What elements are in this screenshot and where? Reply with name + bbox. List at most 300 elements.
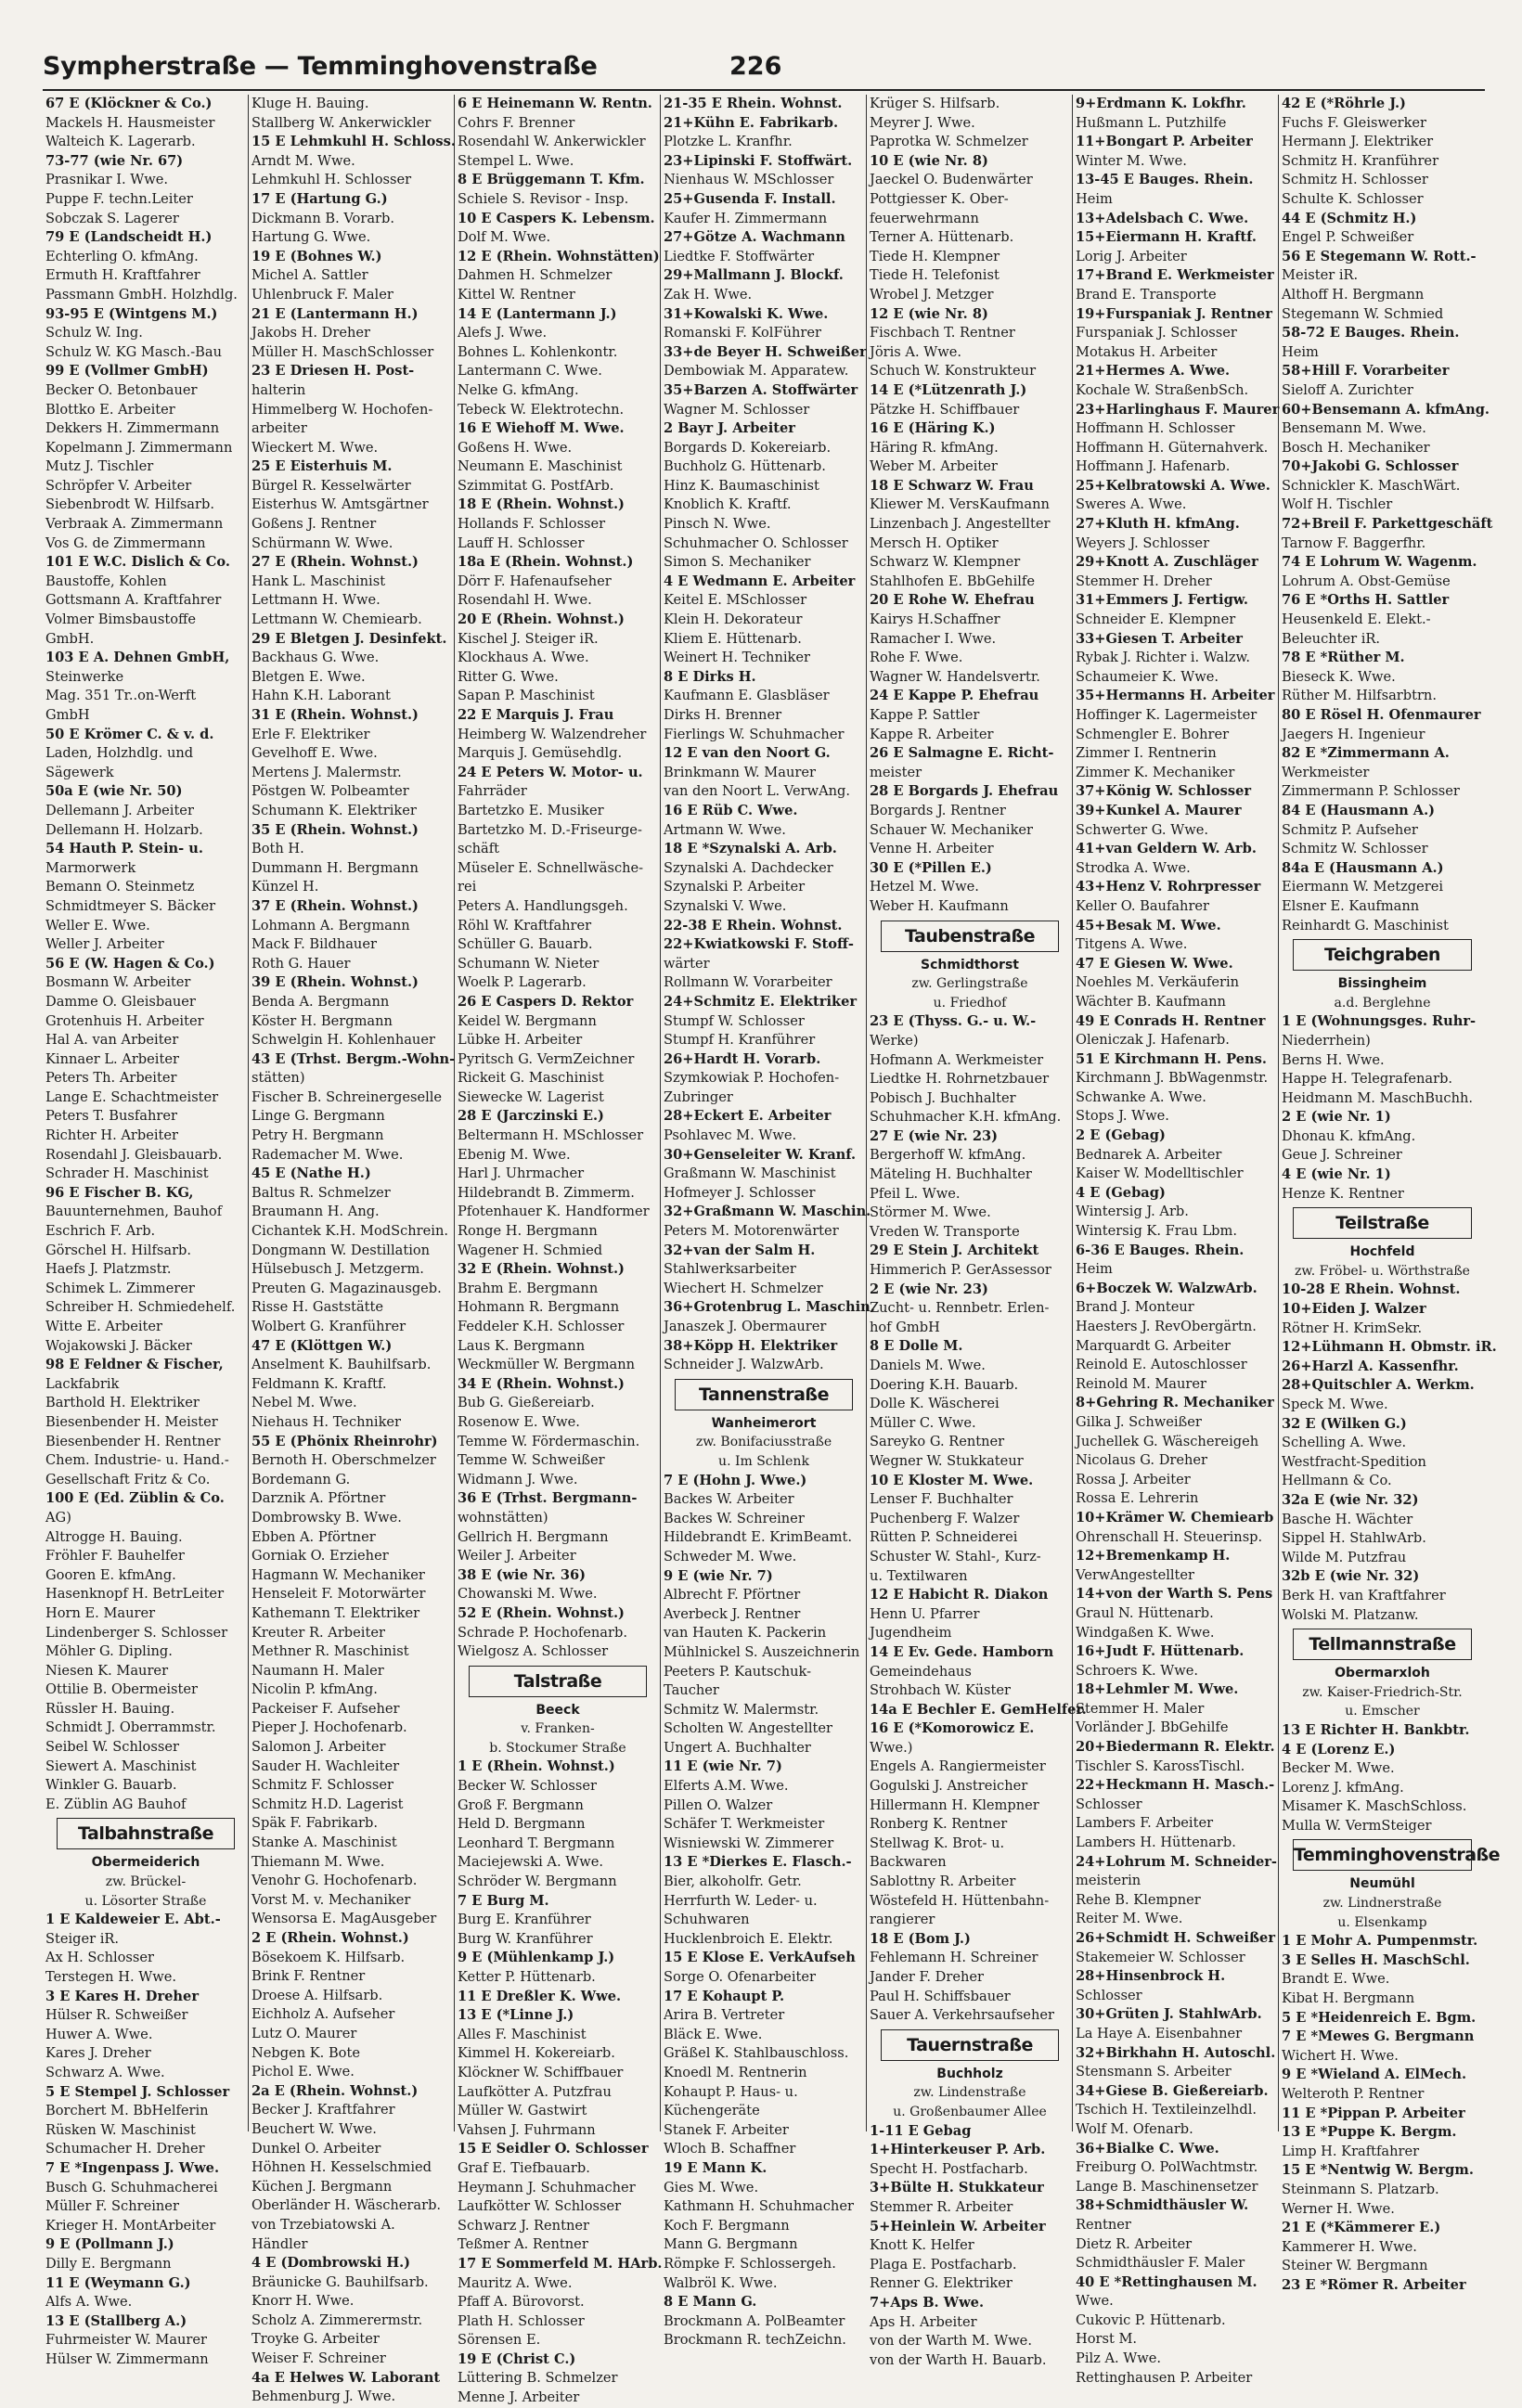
resident-entry: Stahlhofen E. BbGehilfe <box>870 573 1035 589</box>
street-range: u. Im Schlenk <box>718 1453 809 1469</box>
resident-entry: Rossa J. Arbeiter <box>1076 1471 1191 1487</box>
resident-entry: Werner H. Wwe. <box>1282 2200 1395 2217</box>
resident-entry: Wolf H. Tischler <box>1282 496 1393 513</box>
resident-entry: Volmer Bimsbaustoffe <box>45 612 197 628</box>
resident-entry: Rosenow E. Wwe. <box>458 1413 580 1430</box>
resident-entry: Ottilie B. Obermeister <box>45 1681 199 1698</box>
resident-entry: Feddeler K.H. Schlosser <box>458 1319 625 1334</box>
resident-entry: Mühlnickel S. Auszeichnerin <box>664 1643 860 1660</box>
resident-entry: Wieckert M. Wwe. <box>252 439 379 456</box>
house-entry: 20 E (Rhein. Wohnst.) <box>458 612 625 628</box>
resident-entry: Sorge O. Ofenarbeiter <box>664 1969 816 1985</box>
house-entry: 6 E Heinemann W. Rentn. <box>458 96 652 111</box>
house-entry: 34+Giese B. Gießereiarb. <box>1076 2082 1269 2099</box>
resident-entry: Furspaniak J. Schlosser <box>1076 325 1237 341</box>
resident-entry: Hartung G. Wwe. <box>252 229 371 246</box>
resident-entry: meisterin <box>1076 1873 1142 1889</box>
house-entry: 13 E (*Linne J.) <box>458 2007 574 2024</box>
resident-entry: Lenser F. Buchhalter <box>870 1491 1013 1508</box>
house-entry: 25+Gusenda F. Install. <box>664 190 836 207</box>
resident-entry: Prasnikar I. Wwe. <box>45 172 169 188</box>
resident-entry: Steiger iR. <box>45 1930 120 1947</box>
resident-entry: Packeiser F. Aufseher <box>252 1700 400 1717</box>
resident-entry: Wiechert H. Schmelzer <box>664 1280 823 1296</box>
resident-entry: Pöstgen W. Polbeamter <box>252 783 409 800</box>
district-name: Beeck <box>535 1702 580 1718</box>
resident-entry: Jaeckel O. Budenwärter <box>870 172 1033 188</box>
resident-entry: Nienhaus W. MSchlosser <box>664 172 834 188</box>
house-entry: 100 E (Ed. Züblin & Co. <box>45 1490 225 1507</box>
resident-entry: Strodka A. Wwe. <box>1076 859 1191 876</box>
resident-entry: Köster H. Bergmann <box>252 1012 393 1029</box>
house-entry: 8 E Brüggemann T. Kfm. <box>458 172 645 188</box>
resident-entry: Droese A. Hilfsarb. <box>252 1987 383 2003</box>
resident-entry: Henn U. Pfarrer <box>870 1605 980 1622</box>
resident-entry: Heidmann M. MaschBuchh. <box>1282 1089 1474 1106</box>
house-entry: 26+Hardt H. Vorarb. <box>664 1050 821 1067</box>
house-entry: 26 E Salmagne E. Richt- <box>870 745 1054 762</box>
house-entry: 45+Besak M. Wwe. <box>1076 917 1221 934</box>
resident-entry: Pilz A. Wwe. <box>1076 2350 1162 2367</box>
house-entry: 1 E Kaldeweier E. Abt.- <box>45 1912 221 1928</box>
resident-entry: Strohbach W. Küster <box>870 1682 1011 1699</box>
resident-entry: Schumann W. Nieter <box>458 955 600 972</box>
resident-entry: Tschich H. Textileinzelhdl. <box>1076 2102 1258 2118</box>
resident-entry: Lohmann A. Bergmann <box>252 917 410 934</box>
resident-entry: Rybak J. Richter i. Walzw. <box>1076 650 1250 666</box>
resident-entry: Wrobel J. Metzger <box>870 286 994 303</box>
house-entry: 12 E (wie Nr. 8) <box>870 305 988 322</box>
resident-entry: Huwer A. Wwe. <box>45 2026 153 2042</box>
resident-entry: Engel P. Schweißer <box>1282 229 1414 246</box>
resident-entry: Jander F. Dreher <box>870 1969 984 1985</box>
resident-entry: Lambers F. Arbeiter <box>1076 1815 1214 1832</box>
resident-entry: Graßmann W. Maschinist <box>664 1165 836 1182</box>
resident-entry: Laufkötter A. Putzfrau <box>458 2083 612 2100</box>
resident-entry: Pfeil L. Wwe. <box>870 1185 961 1202</box>
house-entry: 45 E (Nathe H.) <box>252 1165 371 1182</box>
house-entry: 27 E (Rhein. Wohnst.) <box>252 554 419 571</box>
street-heading: Teichgraben <box>1293 939 1472 971</box>
house-entry: 79 E (Landscheidt H.) <box>45 229 213 246</box>
resident-entry: Gogulski J. Anstreicher <box>870 1778 1028 1795</box>
house-entry: 22 E Marquis J. Frau <box>458 707 614 723</box>
resident-entry: Hasenknopf H. BetrLeiter <box>45 1586 225 1603</box>
resident-entry: Fehlemann H. Schreiner <box>870 1950 1038 1966</box>
house-entry: 12+Lühmann H. Obmstr. iR. <box>1282 1339 1497 1356</box>
street-range: u. Emscher <box>1345 1704 1420 1719</box>
resident-entry: Geue J. Schreiner <box>1282 1147 1402 1164</box>
resident-entry: Plath H. Schlosser <box>458 2312 585 2329</box>
resident-entry: Weinert H. Techniker <box>664 650 810 666</box>
resident-entry: Bosch H. Mechaniker <box>1282 439 1430 456</box>
house-entry: 6-36 E Bauges. Rhein. <box>1076 1242 1245 1258</box>
house-entry: 9 E (Pollmann J.) <box>45 2236 174 2253</box>
resident-entry: Dummann H. Bergmann <box>252 859 419 876</box>
house-entry: 16 E (*Komorowicz E. <box>870 1720 1035 1737</box>
resident-entry: Rütten P. Schneiderei <box>870 1529 1018 1546</box>
resident-entry: Backhaus G. Wwe. <box>252 650 380 666</box>
house-entry: 8 E Dolle M. <box>870 1338 963 1355</box>
resident-entry: Noehles M. Verkäuferin <box>1076 974 1240 991</box>
house-entry: 23+Harlinghaus F. Maurer <box>1076 401 1280 418</box>
house-entry: 9 E (Mühlenkamp J.) <box>458 1950 615 1966</box>
resident-entry: Troyke G. Arbeiter <box>252 2331 380 2348</box>
page-header <box>43 48 1485 91</box>
house-entry: 98 E Feldner & Fischer, <box>45 1357 224 1373</box>
house-entry: 40 E *Rettinghausen M. <box>1076 2273 1258 2290</box>
house-entry: 12 E van den Noort G. <box>664 745 831 762</box>
house-entry: 2 E (wie Nr. 23) <box>870 1281 988 1297</box>
resident-entry: Borgards D. Kokereiarb. <box>664 439 832 456</box>
resident-entry: Basche H. Wächter <box>1282 1511 1413 1527</box>
resident-entry: Dilly E. Bergmann <box>45 2255 172 2272</box>
resident-entry: Paul H. Schiffsbauer <box>870 1988 1011 2004</box>
resident-entry: Liedtke H. Rohrnetzbauer <box>870 1071 1050 1088</box>
resident-entry: Schuhmacher O. Schlosser <box>664 534 848 551</box>
resident-entry: Titgens A. Wwe. <box>1076 936 1188 953</box>
resident-entry: Kibat H. Bergmann <box>1282 1990 1415 2007</box>
resident-entry: Eschrich F. Arb. <box>45 1223 156 1240</box>
house-entry: 1 E (Wohnungsges. Ruhr- <box>1282 1013 1477 1030</box>
resident-entry: Laus K. Bergmann <box>458 1337 586 1354</box>
resident-entry: arbeiter <box>252 420 307 437</box>
resident-entry: Windgaßen K. Wwe. <box>1076 1624 1215 1641</box>
house-entry: 13 E *Puppe K. Bergm. <box>1282 2124 1457 2141</box>
resident-entry: Bräunicke G. Bauhilfsarb. <box>252 2273 429 2290</box>
resident-entry: Gorniak O. Erzieher <box>252 1548 389 1565</box>
house-entry: 7 E *Ingenpass J. Wwe. <box>45 2159 220 2176</box>
resident-entry: Schroers K. Wwe. <box>1076 1662 1199 1679</box>
resident-entry: Welteroth P. Rentner <box>1282 2086 1425 2102</box>
resident-entry: Mauritz A. Wwe. <box>458 2274 573 2291</box>
resident-entry: Lettmann W. Chemiearb. <box>252 612 422 628</box>
house-entry: 4a E Helwes W. Laborant <box>252 2369 441 2386</box>
resident-entry: Klockhaus A. Wwe. <box>458 650 589 666</box>
resident-entry: Kathmann H. Schuhmacher <box>664 2198 854 2215</box>
resident-entry: Wagner M. Schlosser <box>664 401 810 418</box>
house-entry: 18 E (Rhein. Wohnst.) <box>458 496 625 513</box>
resident-entry: Hollands F. Schlosser <box>458 516 606 533</box>
resident-entry: Ronberg K. Rentner <box>870 1816 1008 1833</box>
resident-entry: Echterling O. kfmAng. <box>45 248 199 264</box>
resident-entry: Liedtke F. Stoffwärter <box>664 248 815 264</box>
house-entry: 9 E (wie Nr. 7) <box>664 1567 773 1584</box>
resident-entry: Schrader H. Maschinist <box>45 1165 209 1182</box>
resident-entry: Lehmkuhl H. Schlosser <box>252 172 412 188</box>
resident-entry: Stallberg W. Ankerwickler <box>252 114 432 131</box>
resident-entry: Vorländer J. BbGehilfe <box>1076 1719 1229 1736</box>
resident-entry: Wensorsa E. MagAusgeber <box>252 1911 437 1927</box>
resident-entry: Niehaus H. Techniker <box>252 1413 402 1430</box>
house-entry: 5 E *Heidenreich E. Bgm. <box>1282 2009 1477 2026</box>
street-heading: Teilstraße <box>1293 1207 1472 1239</box>
house-entry: 16+Judt F. Hüttenarb. <box>1076 1643 1245 1660</box>
resident-entry: Rollmann W. Vorarbeiter <box>664 974 832 991</box>
resident-entry: Rentner <box>1076 2216 1131 2233</box>
resident-entry: Mack F. Bildhauer <box>252 936 377 953</box>
resident-entry: rangierer <box>870 1912 935 1928</box>
house-entry: 19+Furspaniak J. Rentner <box>1076 305 1272 322</box>
resident-entry: Stops J. Wwe. <box>1076 1108 1169 1125</box>
resident-entry: Römpke F. Schlossergeh. <box>664 2255 836 2272</box>
house-entry: 72+Breil F. Parkettgeschäft <box>1282 516 1493 533</box>
resident-entry: Chowanski M. Wwe. <box>458 1586 598 1603</box>
house-entry: 93-95 E (Wintgens M.) <box>45 305 218 322</box>
resident-entry: Ebenig M. Wwe. <box>458 1146 571 1163</box>
resident-entry: schäft <box>458 841 500 857</box>
resident-entry: Rohe F. Wwe. <box>870 650 963 666</box>
resident-entry: Kittel W. Rentner <box>458 286 575 303</box>
resident-entry: Koch F. Bergmann <box>664 2217 790 2234</box>
resident-entry: Lorenz J. kfmAng. <box>1282 1779 1404 1796</box>
resident-entry: Cichantek K.H. ModSchrein. <box>252 1223 448 1240</box>
house-entry: 29+Knott A. Zuschläger <box>1076 554 1258 571</box>
house-entry: 20 E Rohe W. Ehefrau <box>870 592 1035 609</box>
house-entry: 50 E Krömer C. & v. d. <box>45 726 214 742</box>
house-entry: 60+Bensemann A. kfmAng. <box>1282 401 1490 418</box>
resident-entry: Bordemann G. <box>252 1471 351 1487</box>
resident-entry: Wolf M. Ofenarb. <box>1076 2120 1193 2137</box>
house-entry: 2a E (Rhein. Wohnst.) <box>252 2082 419 2099</box>
resident-entry: Woelk P. Lagerarb. <box>458 974 587 991</box>
resident-entry: Jugendheim <box>870 1625 952 1642</box>
resident-entry: Engels A. Rangiermeister <box>870 1758 1046 1775</box>
resident-entry: Möhler G. Dipling. <box>45 1643 173 1660</box>
resident-entry: Pfaff A. Bürovorst. <box>458 2294 585 2311</box>
house-entry: 20+Biedermann R. Elektr. <box>1076 1739 1275 1756</box>
resident-entry: Hal A. van Arbeiter <box>45 1032 179 1049</box>
resident-entry: Schmitz H. Schlosser <box>1282 172 1428 188</box>
resident-entry: Brand J. Monteur <box>1076 1299 1194 1316</box>
resident-entry: Störmer M. Wwe. <box>870 1204 991 1221</box>
resident-entry: Thiemann M. Wwe. <box>252 1853 385 1870</box>
resident-entry: Behmenburg J. Wwe. <box>252 2389 396 2405</box>
resident-entry: Hülser W. Zimmermann <box>45 2350 209 2367</box>
resident-entry: Bletgen E. Wwe. <box>252 668 366 685</box>
resident-entry: Reinhardt G. Maschinist <box>1282 917 1449 934</box>
resident-entry: La Haye A. Eisenbahner <box>1076 2025 1243 2041</box>
resident-entry: Kairys H.Schaffner <box>870 612 1000 628</box>
resident-entry: Dunkel O. Arbeiter <box>252 2140 381 2157</box>
resident-entry: Szymkowiak P. Hochofen- <box>664 1070 840 1087</box>
resident-entry: stätten) <box>252 1070 305 1087</box>
resident-entry: Schwarz J. Rentner <box>458 2217 589 2234</box>
resident-entry: Lauff H. Schlosser <box>458 534 585 551</box>
house-entry: 28+Quitschler A. Werkm. <box>1282 1377 1475 1394</box>
district-name: Hochfeld <box>1349 1244 1415 1260</box>
house-entry: 17 E (Hartung G.) <box>252 190 388 207</box>
resident-entry: Fuchs F. Gleiswerker <box>1282 114 1427 131</box>
resident-entry: Horn E. Maurer <box>45 1604 156 1621</box>
resident-entry: Mersch H. Optiker <box>870 534 999 551</box>
page-number: 226 <box>729 52 782 81</box>
resident-entry: Walbröl K. Wwe. <box>664 2274 778 2291</box>
street-range: u. Friedhof <box>933 995 1007 1011</box>
resident-entry: Brockmann R. techZeichn. <box>664 2332 846 2349</box>
resident-entry: Fahrräder <box>458 783 527 800</box>
house-entry: 6+Boczek W. WalzwArb. <box>1076 1280 1258 1296</box>
house-entry: 10 E Caspers K. Lebensm. <box>458 210 655 226</box>
resident-entry: Cohrs F. Brenner <box>458 114 575 131</box>
resident-entry: Hußmann L. Putzhilfe <box>1076 114 1227 131</box>
resident-entry: Kappe R. Arbeiter <box>870 726 994 742</box>
resident-entry: Dolle K. Wäscherei <box>870 1396 1000 1412</box>
house-entry: 41+van Geldern W. Arb. <box>1076 841 1257 857</box>
house-entry: 17+Brand E. Werkmeister <box>1076 267 1274 284</box>
house-entry: 70+Jakobi G. Schlosser <box>1282 458 1459 475</box>
house-entry: 42 E (*Röhrle J.) <box>1282 96 1406 111</box>
house-entry: 56 E (W. Hagen & Co.) <box>45 955 215 972</box>
resident-entry: Bösekoem K. Hilfsarb. <box>252 1949 406 1965</box>
house-entry: 35+Hermanns H. Arbeiter <box>1076 688 1275 704</box>
resident-entry: Schuch W. Konstrukteur <box>870 363 1037 380</box>
resident-entry: van Hauten K. Packerin <box>664 1625 827 1642</box>
resident-entry: Wloch B. Schaffner <box>664 2141 796 2157</box>
house-entry: 23+Lipinski F. Stoffwärt. <box>664 152 853 169</box>
resident-entry: Horst M. <box>1076 2331 1138 2348</box>
resident-entry: Rettinghausen P. Arbeiter <box>1076 2369 1253 2386</box>
resident-entry: Wojakowski J. Bäcker <box>45 1337 192 1354</box>
resident-entry: Kammerer H. Wwe. <box>1282 2238 1417 2255</box>
resident-entry: Altrogge H. Bauing. <box>45 1528 183 1545</box>
resident-entry: Sauer A. Verkehrsaufseher <box>870 2007 1054 2024</box>
resident-entry: Puchenberg F. Walzer <box>870 1510 1020 1526</box>
resident-entry: Bednarek A. Arbeiter <box>1076 1146 1222 1163</box>
resident-entry: Szimmitat G. PostfArb. <box>458 477 614 494</box>
street-range: zw. Lindenstraße <box>913 2085 1026 2101</box>
resident-entry: Laufkötter W. Schlosser <box>458 2198 622 2215</box>
house-entry: 13 E *Dierkes E. Flasch.- <box>664 1854 852 1871</box>
resident-entry: meister <box>870 764 922 780</box>
resident-entry: Fischer B. Schreinergeselle <box>252 1088 443 1105</box>
resident-entry: Nicolaus G. Dreher <box>1076 1452 1208 1469</box>
resident-entry: Schmidt J. Oberrammstr. <box>45 1719 216 1736</box>
resident-entry: Brandt E. Wwe. <box>1282 1971 1390 1988</box>
resident-entry: Temme W. Schweißer <box>458 1452 605 1469</box>
resident-entry: Müller W. Gastwirt <box>458 2103 587 2119</box>
resident-entry: Hank L. Maschinist <box>252 573 386 589</box>
resident-entry: Lackfabrik <box>45 1375 120 1392</box>
resident-entry: Harl J. Uhrmacher <box>458 1165 585 1182</box>
street-range: u. Großenbaumer Allee <box>893 2104 1047 2119</box>
house-entry: 51 E Kirchmann H. Pens. <box>1076 1050 1267 1067</box>
street-range: zw. Lindnerstraße <box>1322 1896 1442 1912</box>
resident-entry: Jaegers H. Ingenieur <box>1282 726 1425 742</box>
house-entry: 15 E *Nentwig W. Bergm. <box>1282 2162 1474 2179</box>
resident-entry: Vos G. de Zimmermann <box>45 534 206 551</box>
resident-entry: Heim <box>1076 1261 1113 1278</box>
resident-entry: Sareyko G. Rentner <box>870 1434 1005 1450</box>
resident-entry: Gesellschaft Fritz & Co. <box>45 1471 211 1487</box>
resident-entry: Ermuth H. Kraftfahrer <box>45 267 200 284</box>
resident-entry: Gräßel K. Stahlbauschloss. <box>664 2045 849 2062</box>
resident-entry: Speck M. Wwe. <box>1282 1397 1388 1412</box>
resident-entry: Baustoffe, Kohlen <box>45 573 167 589</box>
resident-entry: Mutz J. Tischler <box>45 458 154 475</box>
resident-entry: Brinkmann W. Maurer <box>664 764 816 780</box>
resident-entry: Schmitz F. Schlosser <box>252 1777 394 1794</box>
house-entry: 4 E (Gebag) <box>1076 1184 1166 1201</box>
house-entry: 19 E Mann K. <box>664 2159 767 2176</box>
resident-entry: Eisterhus W. Amtsgärtner <box>252 496 429 513</box>
resident-entry: Westfracht-Spedition <box>1282 1453 1426 1470</box>
house-entry: 10 E Kloster M. Wwe. <box>870 1472 1034 1488</box>
resident-entry: Kischel J. Steiger iR. <box>458 630 599 647</box>
resident-entry: Peters T. Busfahrer <box>45 1108 177 1125</box>
house-entry: 4 E (wie Nr. 1) <box>1282 1166 1391 1183</box>
resident-entry: Wwe. <box>1076 2293 1114 2310</box>
resident-entry: Albrecht F. Pförtner <box>664 1587 801 1603</box>
resident-entry: Weckmüller W. Bergmann <box>458 1357 636 1373</box>
resident-entry: Schumacher H. Dreher <box>45 2141 205 2157</box>
resident-entry: Eichholz A. Aufseher <box>252 2006 395 2023</box>
resident-entry: Sobczak S. Lagerer <box>45 210 179 226</box>
resident-entry: Gemeindehaus <box>870 1663 972 1680</box>
resident-entry: wohnstätten) <box>458 1509 548 1526</box>
resident-entry: Temme W. Fördermaschin. <box>458 1433 640 1449</box>
house-entry: 12+Bremenkamp H. <box>1076 1548 1231 1565</box>
resident-entry: Graf E. Tiefbauarb. <box>458 2159 590 2176</box>
resident-entry: Blottko E. Arbeiter <box>45 401 175 418</box>
house-entry: 8 E Mann G. <box>664 2294 757 2311</box>
resident-entry: Marquardt G. Arbeiter <box>1076 1337 1231 1354</box>
resident-entry: Kluge H. Bauing. <box>252 96 369 111</box>
resident-entry: Nebgen K. Bote <box>252 2044 360 2061</box>
resident-entry: Lange E. Schachtmeister <box>45 1088 219 1105</box>
house-entry: 76 E *Orths H. Sattler <box>1282 592 1450 609</box>
house-entry: 16 E Rüb C. Wwe. <box>664 802 798 818</box>
resident-entry: Wolbert G. Kranführer <box>252 1319 406 1334</box>
resident-entry: Brockmann A. PolBeamter <box>664 2312 845 2329</box>
house-entry: 14+von der Warth S. Pens <box>1076 1586 1273 1603</box>
resident-entry: Stegemann W. Schmied <box>1282 305 1444 322</box>
house-entry: 23 E Driesen H. Post- <box>252 363 415 380</box>
resident-entry: Goßens J. Rentner <box>252 516 377 533</box>
resident-entry: Tiede H. Telefonist <box>870 267 1000 284</box>
resident-entry: Buchholz G. Hüttenarb. <box>664 458 826 475</box>
resident-entry: Venohr G. Hochofenarb. <box>252 1873 418 1889</box>
resident-entry: Wächter B. Kaufmann <box>1076 993 1226 1010</box>
house-entry: 9 E *Wieland A. ElMech. <box>1282 2067 1467 2083</box>
resident-entry: Peeters P. Kautschuk- <box>664 1663 812 1680</box>
house-entry: 18 E *Szynalski A. Arb. <box>664 841 837 857</box>
resident-entry: Schlosser <box>1076 1987 1142 2003</box>
resident-entry: Doering K.H. Bauarb. <box>870 1376 1019 1393</box>
resident-entry: Himmelberg W. Hochofen- <box>252 401 433 418</box>
house-entry: 2 Bayr J. Arbeiter <box>664 420 795 437</box>
resident-entry: VerwAngestellter <box>1076 1566 1195 1583</box>
resident-entry: Zak H. Wwe. <box>664 286 753 303</box>
resident-entry: Maciejewski A. Wwe. <box>458 1854 603 1871</box>
directory-columns <box>43 95 1501 2406</box>
resident-entry: Schmitz P. Aufseher <box>1282 821 1418 838</box>
resident-entry: Busch G. Schuhmacherei <box>45 2179 218 2196</box>
resident-entry: Reinold M. Maurer <box>1076 1375 1206 1392</box>
resident-entry: Elsner E. Kaufmann <box>1282 897 1420 914</box>
resident-entry: Schmitz W. Schlosser <box>1282 841 1428 857</box>
house-entry: 10-28 E Rhein. Wohnst. <box>1282 1281 1461 1298</box>
resident-entry: Wintersig K. Frau Lbm. <box>1076 1223 1237 1240</box>
house-entry: 15 E Seidler O. Schlosser <box>458 2141 649 2157</box>
resident-entry: Limp H. Kraftfahrer <box>1282 2143 1420 2159</box>
resident-entry: Terstegen H. Wwe. <box>45 1969 176 1985</box>
house-entry: 27 E (wie Nr. 23) <box>870 1127 999 1144</box>
resident-entry: Dahmen H. Schmelzer <box>458 267 613 284</box>
house-entry: 29 E Stein J. Architekt <box>870 1243 1039 1259</box>
resident-entry: Sippel H. StahlwArb. <box>1282 1530 1426 1547</box>
resident-entry: Jakobs H. Dreher <box>252 325 370 341</box>
